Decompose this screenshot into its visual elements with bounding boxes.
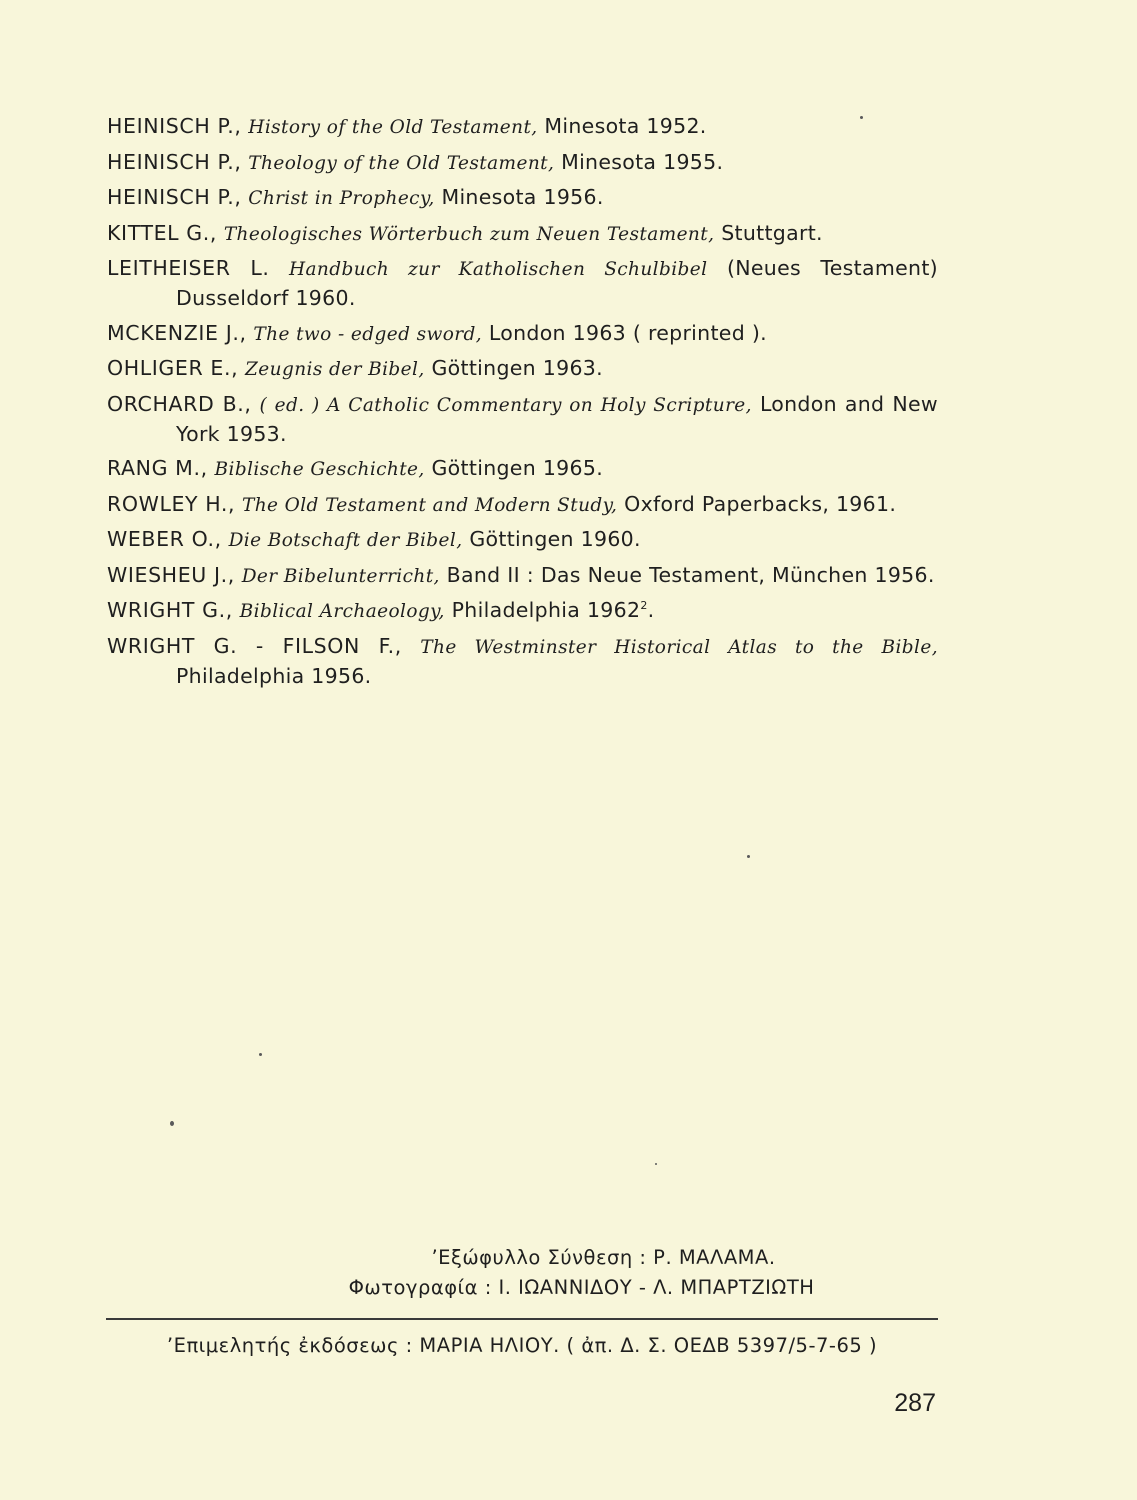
entry-author: ROWLEY H., [107, 491, 236, 516]
entry-title: The Old Testament and Modern Study, [241, 494, 618, 516]
bibliography-list [107, 112, 938, 696]
entry-author: WRIGHT G., [107, 598, 233, 622]
cover-design-credit: ’Εξώφυλλο Σύνθεση : Ρ. ΜΑΛΑΜΑ. [431, 1246, 776, 1269]
entry-publication: London 1963 ( reprinted ). [488, 320, 767, 345]
entry-author: LEITHEISER L. [107, 256, 270, 280]
bibliography-entry [107, 632, 938, 691]
publisher-note: ’Επιμελητής ἐκδόσεως : ΜΑΡΙΑ ΗΛΙΟΥ. ( ἀπ. Δ. Σ. ΟΕΔΒ 5397/5-7-65 ) [166, 1334, 878, 1357]
entry-title: ( ed. ) A Catholic Commentary on Holy Scripture, [259, 394, 752, 416]
entry-title: Theologisches Wörterbuch zum Neuen Testament, [223, 223, 715, 245]
bibliography-entry [107, 254, 938, 313]
entry-title: The two - edged sword, [253, 323, 483, 345]
entry-title: History of the Old Testament, [248, 117, 538, 138]
bibliography-entry [107, 525, 938, 555]
entry-author: ORCHARD B., [107, 391, 252, 416]
entry-author: MCKENZIE J., [107, 320, 247, 345]
entry-author: HEINISCH P., [107, 185, 242, 209]
entry-author: KITTEL G., [107, 220, 217, 245]
entry-title: The Westminster Historical Atlas to the Bible, [420, 636, 938, 658]
entry-title: Biblical Archaeology, [239, 601, 445, 622]
entry-publication: Band II : Das Neue Testament, München 1956. [446, 562, 935, 587]
entry-publication: Göttingen 1960. [469, 527, 641, 551]
entry-author: WRIGHT G. - FILSON F., [107, 633, 402, 658]
entry-publication: Oxford Paperbacks, 1961. [624, 491, 897, 516]
entry-author: HEINISCH P., [107, 114, 242, 138]
entry-publication: Philadelphia 1962 [451, 598, 641, 622]
entry-publication: Göttingen 1965. [431, 456, 604, 480]
entry-publication: Göttingen 1963. [431, 356, 603, 380]
divider [106, 1318, 938, 1320]
page-number: 287 [894, 1389, 936, 1417]
print-speck [747, 855, 750, 858]
entry-title: Zeugnis der Bibel, [245, 359, 425, 380]
print-speck [259, 1053, 262, 1056]
entry-title: Die Botschaft der Bibel, [228, 530, 463, 551]
entry-title: Theology of the Old Testament, [248, 152, 555, 174]
bibliography-entry [107, 390, 938, 449]
entry-publication: Minesota 1952. [544, 114, 707, 138]
entry-author: HEINISCH P., [107, 149, 242, 174]
entry-publication: London and New York 1953. [176, 391, 938, 446]
bibliography-entry [107, 354, 938, 384]
print-speck [860, 116, 863, 119]
bibliography-entry [107, 561, 938, 591]
entry-end-punctuation: . [647, 598, 655, 622]
bibliography-entry [107, 596, 938, 626]
bibliography-entry [107, 319, 938, 349]
bibliography-entry [107, 490, 938, 520]
photography-credit: Φωτογραφία : Ι. ΙΩΑΝΝΙΔΟΥ - Λ. ΜΠΑΡΤΖΙΩΤΗ [348, 1276, 815, 1299]
entry-publication: Minesota 1956. [441, 185, 604, 209]
entry-author: WIESHEU J., [107, 562, 235, 587]
bibliography-entry [107, 454, 938, 484]
entry-author: WEBER O., [107, 527, 222, 551]
entry-title: Christ in Prophecy, [248, 188, 435, 209]
bibliography-entry [107, 112, 938, 142]
bibliography-entry [107, 219, 938, 249]
print-speck [655, 1163, 657, 1165]
bibliography-entry [107, 148, 938, 178]
entry-publication: (Neues Testament) Dusseldorf 1960. [176, 256, 938, 310]
edition-superscript: 2 [640, 599, 648, 613]
entry-publication: Stuttgart. [721, 220, 823, 245]
bibliography-entry [107, 183, 938, 213]
print-speck [170, 1121, 174, 1126]
entry-title: Biblische Geschichte, [214, 459, 425, 480]
credits-block [0, 1243, 1137, 1303]
entry-publication: Philadelphia 1956. [176, 663, 372, 688]
entry-title: Handbuch zur Katholischen Schulbibel [288, 259, 708, 280]
entry-author: RANG M., [107, 456, 208, 480]
entry-author: OHLIGER E., [107, 356, 239, 380]
entry-publication: Minesota 1955. [561, 149, 724, 174]
entry-title: Der Bibelunterricht, [241, 565, 440, 587]
